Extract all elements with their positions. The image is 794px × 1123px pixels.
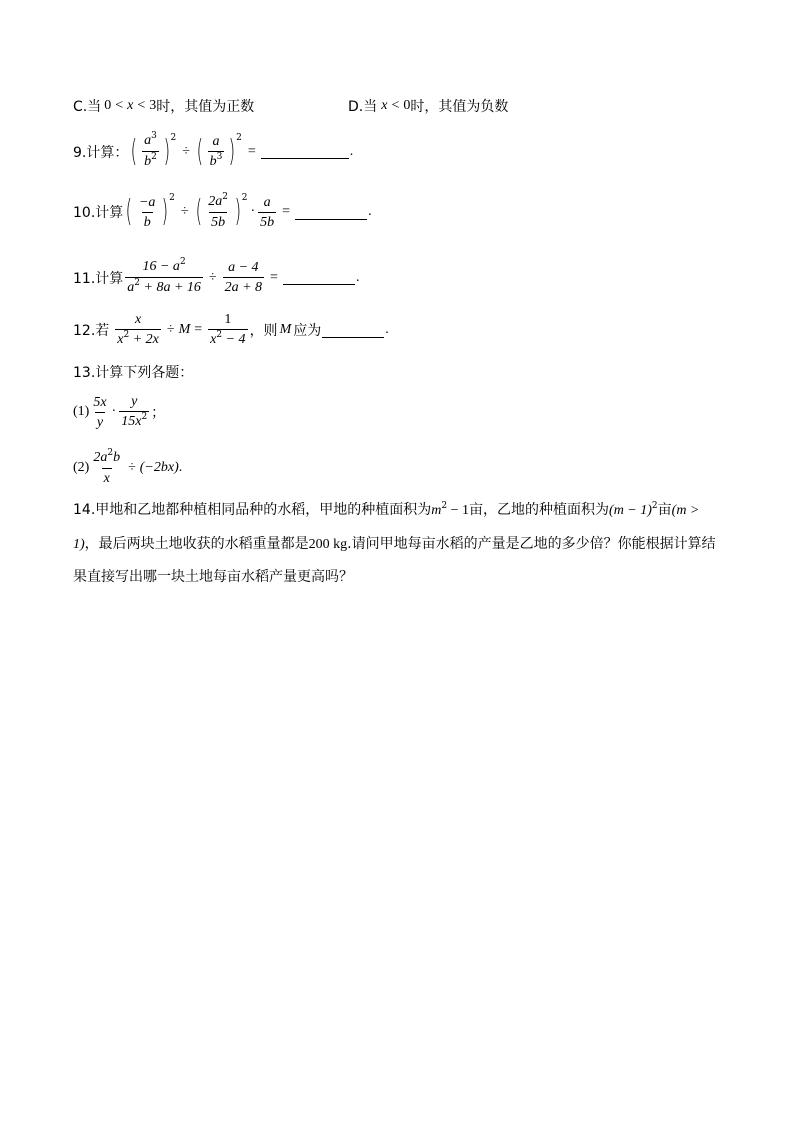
fraction: $\frac{x}{x^2 + 2x}$ — [117, 312, 159, 347]
fraction: $\frac{1}{x^2 - 4}$ — [210, 312, 246, 347]
fraction: $\frac{a}{5b}$ — [260, 194, 275, 230]
fraction: $\frac{-a}{b}$ — [138, 194, 156, 230]
option-c: C.当 0 < x < 3 时，其值为正数 — [73, 98, 255, 115]
fraction: $\frac{y}{15x^2}$ — [121, 394, 148, 429]
question-10-label: 10.计算 — [73, 205, 124, 221]
question-13-part-1: (1) $\frac{5x}{y}$ · $\frac{y}{15x^2}$ ； — [73, 394, 166, 430]
question-10: 10.计算 ( $\frac{-a}{b}$ ) 2 ÷ ( $\frac{2a^2}{5b}$ ) 2 · $\frac{a}{5b}$ = . — [73, 192, 372, 230]
option-c-label: C.当 — [73, 99, 102, 115]
question-13-label: 13.计算下列各题： — [73, 365, 194, 381]
question-12: 12.若 $\frac{x}{x^2 + 2x}$ ÷ M = $\frac{1}{x^2 - 4}$ ，则 M 应为 . — [73, 312, 389, 347]
fraction: $\frac{a - 4}{2a + 8}$ — [224, 260, 263, 295]
answer-blank[interactable] — [261, 144, 349, 159]
question-14: 14.甲地和乙地都种植相同品种的水稻，甲地的种植面积为$m^2 - 1$亩，乙地的种植面积为$(m - 1)^2$亩(m > 1)，最后两块土地收获的水稻重量都是200 kg.请问甲地每亩水稻的产量是乙地的多少倍？你能根据计算结果直接写出哪一块土地每亩水稻产量更高吗？ — [73, 501, 716, 585]
option-d: D.当 x < 0 时，其值为负数 — [348, 98, 509, 115]
question-9-label: 9.计算： — [73, 144, 129, 161]
question-11: 11.计算 $\frac{16 - a^2}{a^2 + 8a + 16}$ ÷ $\frac{a - 4}{2a + 8}$ = . — [73, 257, 360, 295]
question-9: 9.计算： ( $\frac{a^3}{b^2}$ ) 2 ÷ ( $\frac{a}{b^3}$ ) 2 = . — [73, 131, 354, 169]
fraction: $\frac{5x}{y}$ — [93, 394, 107, 430]
question-13 — [73, 362, 193, 382]
answer-blank[interactable] — [283, 270, 355, 285]
question-13-part-2: (2) $\frac{2a^2b}{x}$ ÷ (−2bx) . — [73, 448, 183, 486]
question-11-label: 11.计算 — [73, 270, 124, 287]
answer-blank[interactable] — [322, 323, 384, 338]
option-d-label: D.当 — [348, 99, 378, 115]
fraction: $\frac{16 - a^2}{a^2 + 8a + 16}$ — [127, 257, 201, 295]
fraction: $\frac{2a^2}{5b}$ — [208, 192, 229, 230]
fraction: $\frac{2a^2b}{x}$ — [93, 448, 121, 486]
fraction: $\frac{a^3}{b^2}$ — [144, 131, 157, 169]
fraction: $\frac{a}{b^3}$ — [209, 133, 223, 169]
answer-blank[interactable] — [295, 205, 367, 220]
question-12-label: 12.若 — [73, 323, 110, 339]
